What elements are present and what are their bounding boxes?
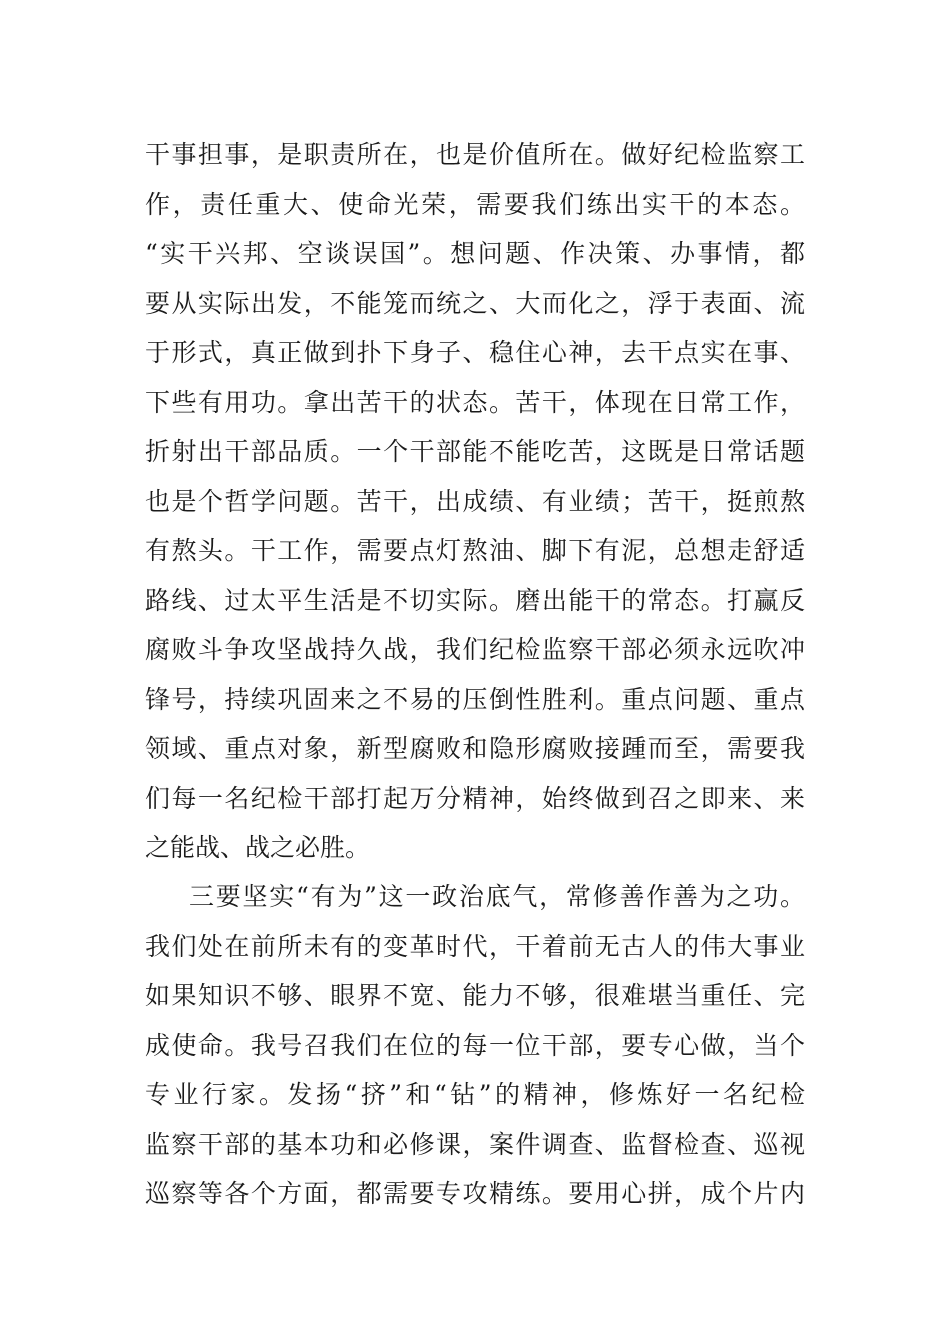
text-line: 监察干部的基本功和必修课，案件调查、监督检查、巡视 [145,1129,805,1159]
text-line: “实干兴邦、空谈误国”。想问题、作决策、办事情，都 [145,239,805,268]
text-line: 三要坚实“有为”这一政治底气，常修善作善为之功。 [189,882,805,911]
text-line: 作，责任重大、使命光荣，需要我们练出实干的本态。 [145,189,805,219]
text-line: 领域、重点对象，新型腐败和隐形腐败接踵而至，需要我 [145,734,805,763]
text-line: 下些有用功。拿出苦干的状态。苦干，体现在日常工作， [145,387,805,417]
text-line: 专业行家。发扬“挤”和“钻”的精神，修炼好一名纪检 [145,1080,805,1109]
text-line: 也是个哲学问题。苦干，出成绩、有业绩；苦干，挺煎熬 [145,486,805,516]
text-line: 折射出干部品质。一个干部能不能吃苦，这既是日常话题 [145,437,805,466]
text-line: 如果知识不够、眼界不宽、能力不够，很难堪当重任、完 [145,981,805,1010]
text-line: 有熬头。干工作，需要点灯熬油、脚下有泥，总想走舒适 [145,536,805,565]
text-line: 锋号，持续巩固来之不易的压倒性胜利。重点问题、重点 [145,684,805,714]
text-line: 们每一名纪检干部打起万分精神，始终做到召之即来、来 [145,783,805,813]
paragraph-three-requirements [145,872,805,1219]
text-line: 腐败斗争攻坚战持久战，我们纪检监察干部必须永远吹冲 [145,635,805,664]
paragraph-practical-work [145,130,805,873]
text-line: 要从实际出发，不能笼而统之、大而化之，浮于表面、流 [145,288,805,318]
text-line: 成使命。我号召我们在位的每一位干部，要专心做，当个 [145,1030,805,1060]
text-line: 于形式，真正做到扑下身子、稳住心神，去干点实在事、 [145,338,805,367]
text-line: 我们处在前所未有的变革时代，干着前无古人的伟大事业 [145,931,805,961]
text-line: 干事担事，是职责所在，也是价值所在。做好纪检监察工 [145,140,805,169]
text-line: 巡察等各个方面，都需要专攻精练。要用心拼，成个片内 [145,1179,805,1208]
text-line: 之能战、战之必胜。 [145,833,371,862]
text-line: 路线、过太平生活是不切实际。磨出能干的常态。打赢反 [145,585,805,615]
